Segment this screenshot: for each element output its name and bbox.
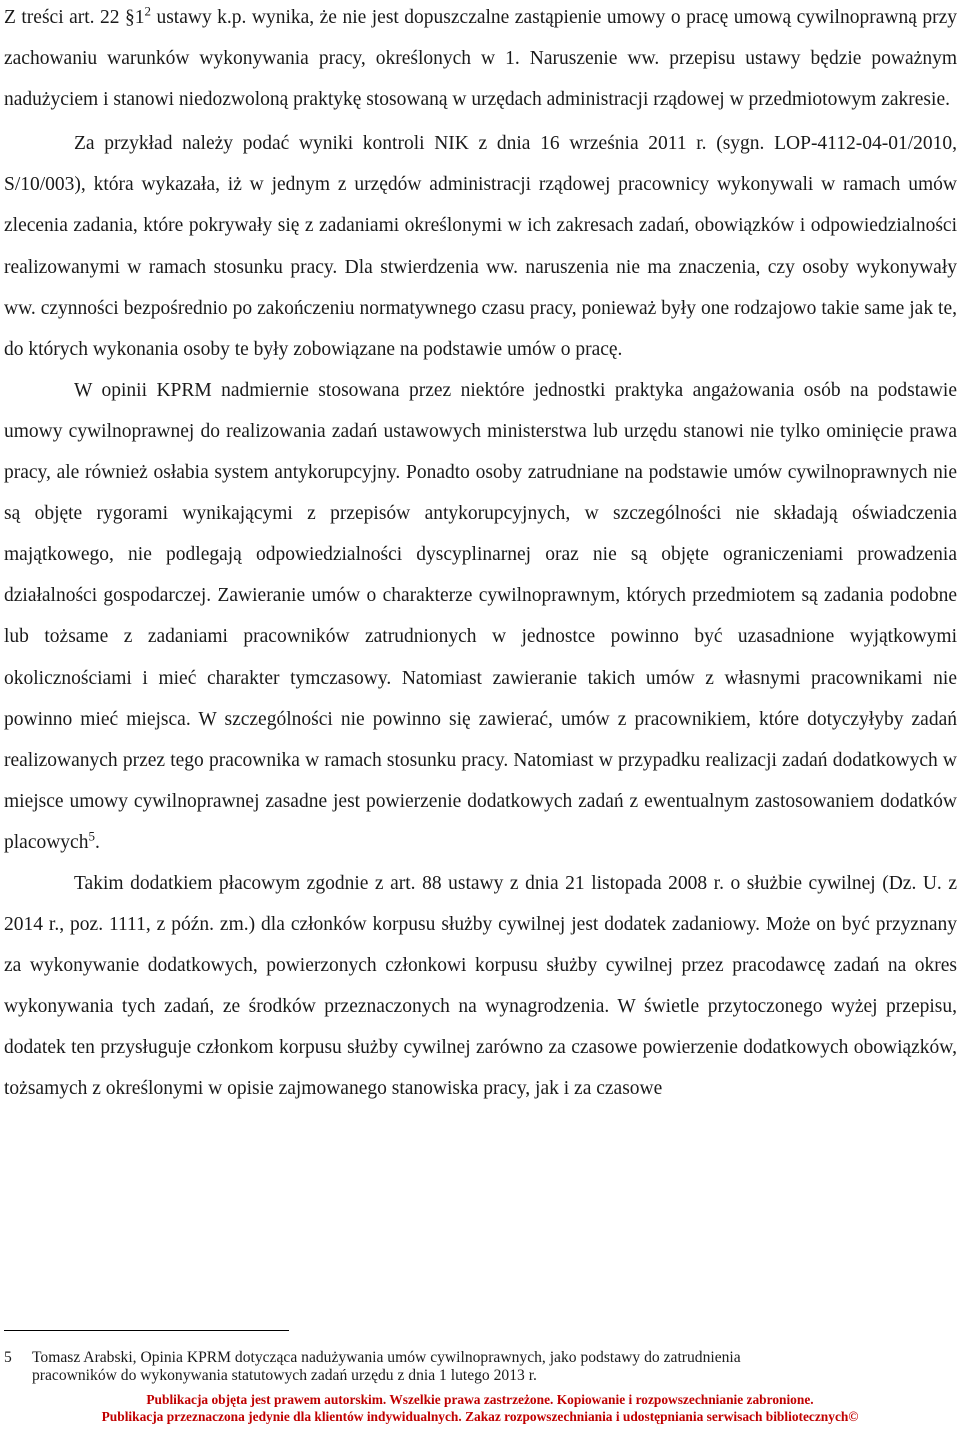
footnote-text-line-2: pracowników do wykonywania statutowych zadań urzędu z dnia 1 lutego 2013 r. bbox=[32, 1367, 537, 1384]
paragraph-1 bbox=[4, 0, 957, 120]
paragraph-3 bbox=[4, 370, 957, 863]
footnote-5 bbox=[4, 1349, 934, 1385]
paragraph-3-text: W opinii KPRM nadmiernie stosowana przez niektóre jednostki praktyka angażowania osób na podstawie umowy cywilnoprawnej do realizowania zadań ustawowych ministerstwa lub urzędu stanowi nie tylko ominięcie prawa pracy, ale również osłabia system antykorupcyjny. Ponadto osoby zatrudniane na podstawie umów cywilnoprawnych nie są objęte rygorami wynikającymi z przepisów antykorupcyjnych, w szczególności nie składają oświadczenia majątkowego, nie podlegają odpowiedzialności dyscyplinarnej oraz nie są objęte ograniczeniami prowadzenia działalności gospodarczej. Zawieranie umów o charakterze cywilnoprawnym, których przedmiotem są zadania podobne lub tożsame z zadaniami pracowników zatrudnionych w jednostce powinno być uzasadnione wyjątkowymi okolicznościami i mieć charakter tymczasowy. Natomiast zawieranie takich umów z własnymi pracownikami nie powinno mieć miejsca. W szczególności nie powinno się zawierać, umów z pracownikiem, które dotyczyłyby zadań realizowanych przez tego pracownika w ramach stosunku pracy. Natomiast w przypadku realizacji zadań dodatkowych w miejsce umowy cywilnoprawnej zasadne jest powierzenie dodatkowych zadań z ewentualnym zastosowaniem dodatków placowych bbox=[4, 379, 957, 853]
superscript-2: 2 bbox=[144, 3, 151, 19]
document-body bbox=[4, 0, 957, 1110]
paragraph-1-text-end: ustawy k.p. wynika, że nie jest dopuszczalne zastąpienie umowy o pracę umową cywilnoprawną przy zachowaniu warunków wykonywania pracy, określonych w 1. Naruszenie ww. przepisu ustawy będzie poważnym nadużyciem i stanowi niedozwoloną praktykę stosowaną w urzędach administracji rządowej w przedmiotowym zakresie. bbox=[4, 7, 957, 111]
footnote-number: 5 bbox=[4, 1349, 12, 1366]
copyright-notice-line-2: Publikacja przeznaczona jedynie dla klientów indywidualnych. Zakaz rozpowszechniania i udostępniania serwisach bibliotecznych© bbox=[101, 1409, 859, 1424]
paragraph-4: Takim dodatkiem płacowym zgodnie z art. 88 ustawy z dnia 21 listopada 2008 r. o służbie cywilnej (Dz. U. z 2014 r., poz. 1111, z późn. zm.) dla członków korpusu służby cywilnej jest dodatek zadaniowy. Może on być przyznany za wykonywanie dodatkowych, powierzonych członkowi korpusu służby cywilnej przez pracodawcę zadań na okres wykonywania tych zadań, ze środków przeznaczonych na wynagrodzenia. W świetle przytoczonego wyżej przepisu, dodatek ten przysługuje członkom korpusu służby cywilnej zarówno za czasowe powierzenie dodatkowych obowiązków, tożsamych z określonymi w opisie zajmowanego stanowiska pracy, jak i za czasowe bbox=[4, 872, 957, 1100]
paragraph-2: Za przykład należy podać wyniki kontroli NIK z dnia 16 września 2011 r. (sygn. LOP-4112-04-01/2010, S/10/003), która wykazała, iż w jednym z urzędów administracji rządowej pracownicy wykonywali w ramach umów zlecenia zadania, które pokrywały się z zadaniami określonymi w ich zakresach zadań, obowiązków i odpowiedzialności realizowanymi w ramach stosunku pracy. Dla stwierdzenia ww. naruszenia nie ma znaczenia, czy osoby wykonywały ww. czynności bezpośrednio po zakończeniu normatywnego czasu pracy, ponieważ były one rodzajowo takie same jak te, do których wykonania osoby te były zobowiązane na podstawie umów o pracę. bbox=[4, 133, 957, 360]
paragraph-3-text-end: . bbox=[94, 831, 100, 853]
copyright-notice-line-1: Publikacja objęta jest prawem autorskim. Wszelkie prawa zastrzeżone. Kopiowanie i rozpowszechnianie zabronione. bbox=[146, 1392, 814, 1407]
paragraph-1-text-start: Z treści art. 22 §1 bbox=[4, 7, 145, 28]
footnote-reference-5: 5 bbox=[88, 828, 95, 844]
footnote-separator bbox=[4, 1330, 289, 1331]
footnote-text-line-1: Tomasz Arabski, Opinia KPRM dotycząca nadużywania umów cywilnoprawnych, jako podstawy do zatrudnienia bbox=[32, 1349, 741, 1366]
